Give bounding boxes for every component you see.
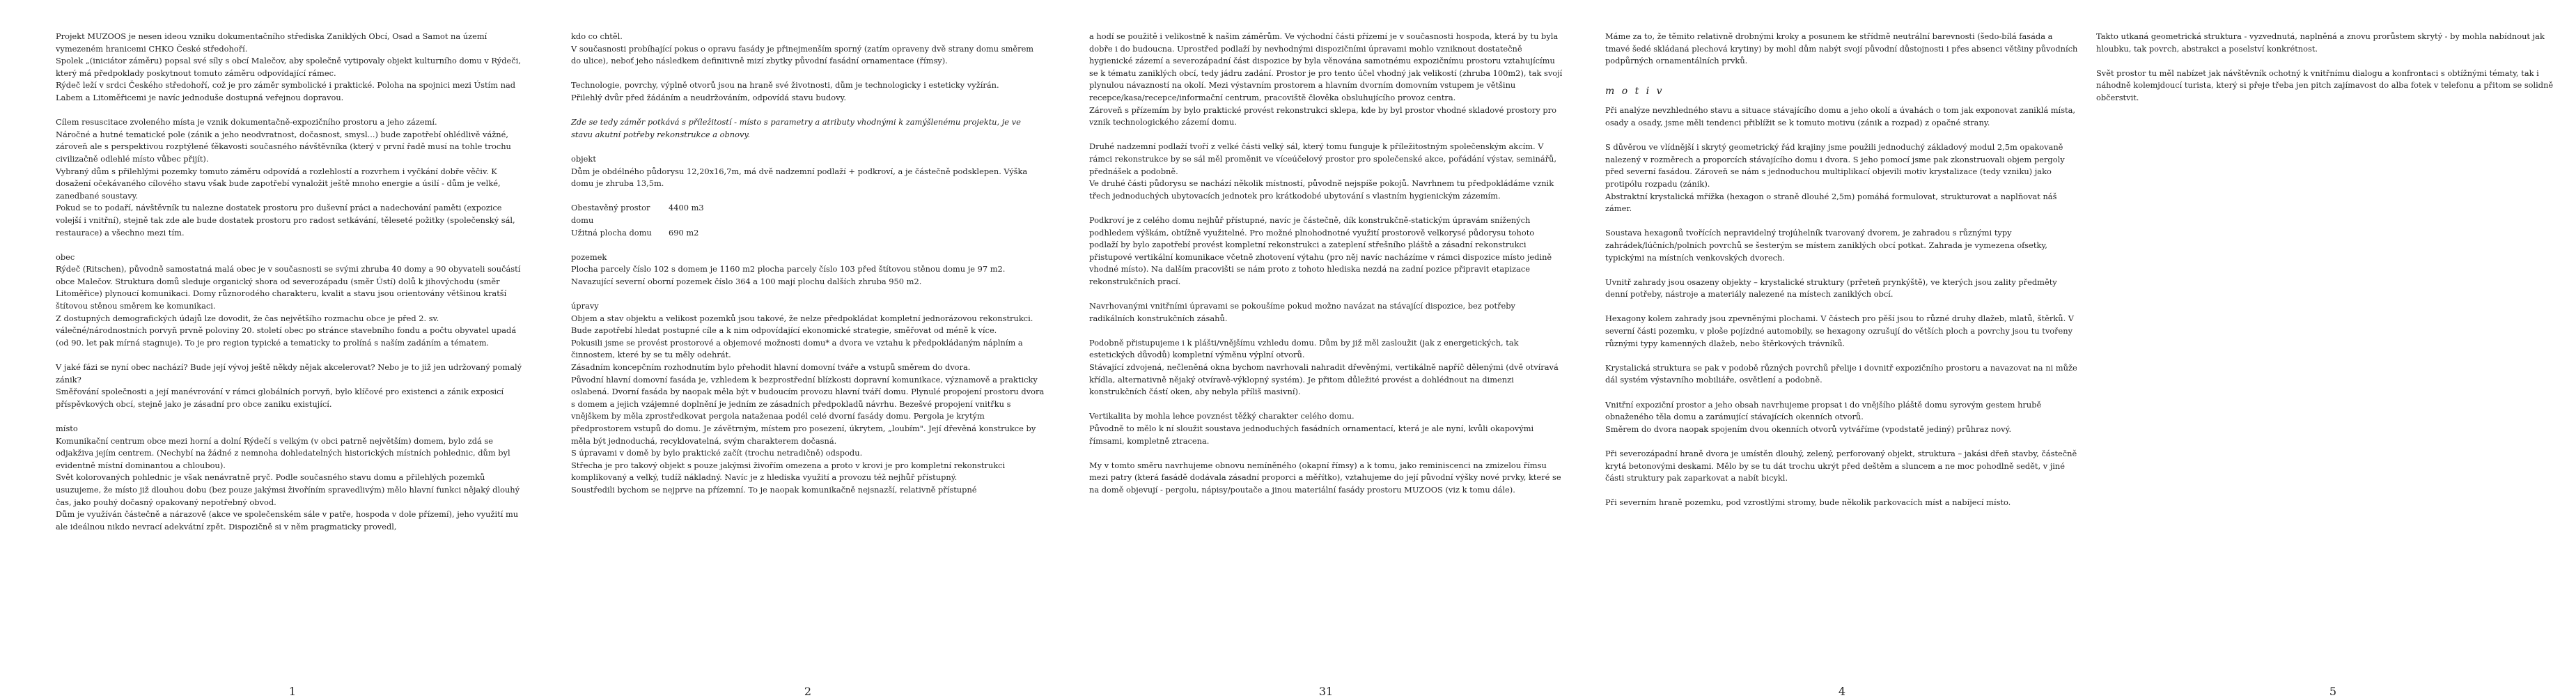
paragraph: My v tomto směru navrhujeme obnovu nemíněného (okapní římsy) a k tomu, jako reminiscenci na zmizelou římsu mezi patry (která fasádě dodávala zásadní proporci a měřítko), vztahujeme do její původní výšky nové prvky, které se na domě objevují - pergolu, nápisy/poutače a jinou materiální fasády prostoru MUZOOS (viz k tomu dále).: [1089, 460, 1561, 495]
paragraph: Krystalická struktura se pak v podobě různých povrchů přelije i dovnitř expozičního prostoru a navazovat na ni může dál systém výstavního mobiliáře, osvětlení a podobně.: [1605, 362, 2077, 385]
section-heading: m o t i v: [1605, 85, 1664, 97]
paragraph: Soustava hexagonů tvořících nepravidelný trojúhelník tvarovaný dvorem, je zahradou s různými typy zahrádek/lúčních/polních povrchů se šesterým se místem zaniklých obcí potkat. Zahrada je vymezena ofsetky, typickými na místních venkovských dvorech.: [1605, 228, 2047, 263]
paragraph: Vertikalita by mohla lehce povznést těžký charakter celého domu. Původně to mělo k ní sloužit soustava jednoduchých fasádních ornamentací, která je ale nyní, kvůli okapovými římsami, kompletně ztracena.: [1089, 411, 1534, 446]
paragraph: místo Komunikační centrum obce mezi horní a dolní Rýdečí s velkým (v obci patrně největším) domem, bylo zdá se odjakživa jejím centrem. (Nechybí na žádné z nemnoha dohledatelných historických místních pohlednic, dům byl evidentně místní dominantou a chloubou). Svět kolorovaných pohlednic je však nenávratně pryč. Podle současného stavu domu a přilehlých pozemků usuzujeme, že místo již dlouhou dobu (bez pouze jakýmsi živoříním spravedlivým) mělo hlavní funkci nějaký dlouhý čas, jako pouhý dočasný opakovaný nepotřebný obvod. Dům je využíván částečně a nárazově (akce ve společenském sále v patře, hospoda v dole přízemí), jeho využití mu ale ideálnou nikdo nevrací adekvátní zpět. Dispozičně si v něm pragmaticky provedl,: [56, 424, 520, 532]
page-3: [1089, 31, 1563, 698]
area-table: [571, 202, 1045, 239]
area-label: Obestavěný prostor domu: [571, 203, 650, 225]
page-4: [1605, 31, 2079, 698]
area-value: 4400 m3: [669, 203, 704, 213]
area-row: [571, 227, 1045, 240]
paragraph: objekt Dům je obdélného půdorysu 12,20x16,7m, má dvě nadzemní podlaží + podkroví, a je částečně podsklepen. Výška domu je zhruba 13,5m.: [571, 153, 1028, 189]
page-number: 5: [2329, 685, 2337, 698]
paragraph: Svět prostor tu měl nabízet jak návštěvník ochotný k vnitřnímu dialogu a konfrontaci s obtížnými tématy, tak i náhodně kolemjdoucí turista, který si přeje třeba jen pitch zajímavost do alba fotek v telefonu a přitom se solidně občerstvit.: [2096, 68, 2554, 102]
paragraph: Navrhovanými vnitřními úpravami se pokoušíme pokud možno navázat na stávající dispozice, bez potřeby radikálních konstrukčních zásahů.: [1089, 301, 1515, 323]
paragraph: Hexagony kolem zahrady jsou zpevněnými plochami. V částech pro pěší jsou to různé druhy dlažeb, mlatů, štěrků. V severní části pozemku, v ploše pojízdné automobily, se hexagony ozrušují do větších ploch a povrchy jsou tu tvořeny různými typy kamenných dlažeb, nebo štěrkových trávníků.: [1605, 313, 2075, 348]
area-row: [571, 202, 1045, 226]
paragraph: Cílem resuscitace zvoleného místa je vznik dokumentačně-expozičního prostoru a jeho zázemí. Náročné a hutné tematické pole (zánik a jeho neodvratnost, dočasnost, smysl...) bude zapotřebí ohlédlivě vážné, zároveň ale s perspektivou rozptýlené ťěkavosti současného návštěvníka (který v první řadě musí na tohle trochu civilizačně odlehlé místo vůbec přijít). Vybraný dům s přilehlými pozemky tomuto záměru odpovídá a rozlehlostí a rozvrhem i vyčkání dobře věčiv. K dosažení očekávaného cílového stavu však bude zapotřebí vynaložit ještě mnoho energie a úsilí - dům je velké, zanedbané soustavy. Pokud se to podaří, návštěvník tu nalezne dostatek prostoru pro duševní práci a nadechování paměti (expozice volejší i vnitřní), stejně tak zde ale bude dostatek prostoru pro radost setkávání, těleseté požitky (společenský sál, restaurace) a všechno mezi tím.: [56, 117, 515, 238]
page-4-text: [1605, 31, 2079, 509]
paragraph: Podkroví je z celého domu nejhůř přístupné, navíc je částečně, dík konstrukčně-statickým úpravám snížených podhledem výškám, obtížně využitelné. Pro možné plnohodnotné využití prostorově velkorysé půdorysu tohoto podlaží by bylo zapotřebí provést kompletní rekonstrukci a zateplení střešního pláště a zásadní rekonstrukci přistupové vertikální komunikace včetně zhotovení výtahu (pro něj navíc nacházíme v rámci dispozice místo jedině vhodné místo). Na dalším pracovišti se nám proto z tohoto hlediska nezdá na zadní pozice připravit etapizace rekonstrukčních prací.: [1089, 215, 1552, 286]
page-number: 4: [1838, 685, 1846, 698]
paragraph: kdo co chtěl. V současnosti probíhající pokus o opravu fasády je přinejmenším sporný (zatím opraveny dvě strany domu směrem do ulice), neboť jeho následkem definitivně mizí zbytky původní fasádní ornamentace (římsy).: [571, 31, 1034, 66]
paragraph: úpravy Objem a stav objektu a velikost pozemků jsou takové, že nelze předpokládat kompletní jednorázovou rekonstrukci. Bude zapotřebí hledat postupné cíle a k nim odpovídající ekonomické strategie, směřovat od méně k více. Pokusili jsme se provést prostorové a objemové možnosti domu* a dvora ve vztahu k předpokládaným náplním a činnostem, které by se tu měly odehrát. Zásadním koncepčním rozhodnutím bylo přehodit hlavní domovní tváře a vstupů směrem do dvora. Původní hlavní domovní fasáda je, vzhledem k bezprostřední blízkosti dopravní komunikace, významově a prakticky oslabená. Dvorní fasáda by naopak měla být v budoucím provozu hlavní tváří domu. Plynulé propojení prostoru dvora s domem a jejich vzájemné doplnění je jedním ze zásadních předpokladů návrhu. Bezešvé propojení vnitřku s vnějškem by měla zprostředkovat pergola nataženaa podél celé dvorní fasády domu. Pergola je krytým předprostorem vstupů do domu. Je závětrným, místem pro posezení, úkrytem, „loubím". Její dřevěná konstrukce by měla být jednoduchá, recyklovatelná, svým charakterem dočasná. S úpravami v domě by bylo praktické začít (trochu netradičně) odspodu. Střecha je pro takový objekt s pouze jakýmsi živořím omezena a proto v krovi je pro kompletní rekonstrukci komplikovaný a velký, tudíž nákladný. Navíc je z hlediska využití a provozu též nejhůř přístupný. Soustředili bychom se nejprve na přízemní. To je naopak komunikačně nejsnazší, relativně přístupné: [571, 301, 1045, 495]
paragraph: Druhé nadzemní podlaží tvoří z velké části velký sál, který tomu funguje k příležitostným společenským akcím. V rámci rekonstrukce by se sál měl proměnit ve víceúčelový prostor pro společenské akce, pořádání výstav, seminářů, přednášek a podobně. Ve druhé části půdorysu se nachází několik místností, původně nejspíše pokojů. Navrhnem tu předpokládáme vznik třech jednoduchých ubytovacích jednotek pro krátkodobé ubytování s vlastním hygienickým zázemím.: [1089, 141, 1557, 201]
page-3-text: [1089, 31, 1563, 497]
area-label: Užitná plocha domu: [571, 227, 652, 238]
page-1-text: [56, 31, 529, 533]
paragraph: Projekt MUZOOS je nesen ideou vzniku dokumentačního střediska Zaniklých Obcí, Osad a Samot na území vymezeném hranicemi CHKO České středohoří. Spolek „(iniciátor záměru) popsal své síly s obcí Malečov, aby společně vytipovaly objekt kulturního domu v Rýdeči, který má předpoklady poskytnout tomuto záměru odpovídající rámec. Rýdeč leží v srdci Českého středohoří, což je pro záměr symbolické i praktické. Poloha na spojnici mezi Ústím nad Labem a Litoměřicemi je navíc jednoduše dostupná veřejnou dopravou.: [56, 31, 521, 102]
page-5: [2096, 31, 2570, 698]
paragraph: Při severozápadní hraně dvora je umístěn dlouhý, zelený, perforovaný objekt, struktura – jakási dřeň stavby, částečně krytá betonovými deskami. Mělo by se tu dát trochu ukrýt před deštěm a sluncem a ne moc pohodlně sedět, v jiné části struktury pak zaparkovat a nabít bicykl.: [1605, 449, 2077, 483]
page-number: 2: [804, 685, 812, 698]
area-value: 690 m2: [669, 227, 699, 238]
paragraph: S důvěrou ve vlídnější i skrytý geometrický řád krajiny jsme použili jednoduchý základový modul 2,5m opakovaně nalezený v rozměrech a proporcích stávajícího domu i dvora. S jeho pomocí jsme pak zkonstruovali objem pergoly před severní fasádou. Zároveň se nám s jednoduchou multiplikací objevili motiv krystalizace (tedy vzniku) jako protipólu rozpadu (zánik). Abstraktní krystalická mřížka (hexagon o straně dlouhé 2,5m) pomáhá formulovat, strukturovat a naplňovat náš zámer.: [1605, 142, 2065, 214]
paragraph: obec Rýdeč (Ritschen), původně samostatná malá obec je v současnosti se svými zhruba 40 domy a 90 obyvateli součástí obce Malečov. Struktura domů sleduje organický shora od severozápadu (směr Ústí) dolů k jihovýchodu (směr Litoměřice) plynoucí komunikaci. Domy různorodého charakteru, kvalit a stavu jsou orientovány většinou kratší štítovou stěnou směrem ke komunikaci. Z dostupných demografických údajů lze dovodit, že čas největšího rozmachu obce je před 2. sv. válečné/národnostních porvyň prvně poloviny 20. století obec po stránce stavebního fondu a počtu obyvatel upadá (od 90. let pak mírná stagnuje). To je pro region typické a tematicky to prolíná s naším zadáním a tématem.: [56, 251, 521, 348]
page-number: 31: [1318, 685, 1334, 698]
paragraph: V jaké fázi se nyní obec nachází? Bude její vývoj ještě někdy nějak akcelerovat? Nebo je to již jen udržovaný pomalý zánik? Směřování společnosti a její manévrování v rámci globálních porvyň, bylo klíčové pro existenci a zánik exposicí příspěvkových obcí, stejně jako je zásadní pro obce zaniku existující.: [56, 362, 522, 409]
page-2: [571, 31, 1045, 698]
paragraph: pozemek Plocha parcely číslo 102 s domem je 1160 m2 plocha parcely číslo 103 před štítovou stěnou domu je 97 m2. Navazující severní oborní pozemek číslo 364 a 100 mají plochu dalších zhruba 950 m2.: [571, 251, 1006, 286]
paragraph: Takto utkaná geometrická struktura - vyzvednutá, naplněná a znovu prorůstem skrytý - by mohla nabídnout jak hloubku, tak povrch, abstrakci a poselství konkrétnost.: [2096, 31, 2545, 54]
paragraph: Máme za to, že těmito relativně drobnými kroky a posunem ke střídmě neutrální barevnosti (šedo-bílá fasáda a tmavé šedé skládaná plechová krytiny) by mohl dům nabýt svojí původní důstojnosti i přes absenci většiny původních podpůrných ornamentálních prvků.: [1605, 31, 2078, 66]
paragraph: Při analýze nevzhledného stavu a situace stávajícího domu a jeho okolí a úvahách o tom jak exponovat zaniklá místa, osady a osady, jsme měli tendenci přiblížit se k tomuto motivu (zánik a rozpad) z opačné strany.: [1605, 105, 2076, 127]
paragraph: Uvnitř zahrady jsou osazeny objekty – krystalické struktury (prřeteň prynkýště), ve kterých jsou zality předměty denní potřeby, nástroje a materiály nalezené na místech zaniklých obcí.: [1605, 277, 2057, 300]
paragraph: a hodí se použitě i velikostně k našim záměrům. Ve východní části přízemí je v současnosti hospoda, která by tu byla dobře i do budoucna. Uprostřed podlaží by nevhodnými dispozičními úpravami mohlo vzniknout dostatečně hygienické zázemí a severozápadní část dispozice by byla věnována samotnému expozičnímu prostoru vztahujícímu se k tématu zaniklých obcí, tedy jádru zadání. Prostor je pro tento účel vhodný jak velikostí (zhruba 100m2), tak svojí plynulou návazností na okolí. Mezi výstavním prostorem a hlavním dvorním domovním vstupem je většinu recepce/kasa/recepce/informační centrum, pracoviště člověka obsluhujícího provoz centra. Zároveň s přízemím by bylo praktické provést rekonstrukci sklepa, kde by byl prostor vhodné skladové prostory pro vznik technologického zázemí domu.: [1089, 31, 1563, 127]
paragraph: Technologie, povrchy, výplně otvorů jsou na hraně své životnosti, dům je technologicky i esteticky vyžírán. Přilehlý dvůr před žádáním a neudržováním, odpovídá stavu budovy.: [571, 80, 999, 102]
paragraph: Podobně přistupujeme i k plášti/vnějšímu vzhledu domu. Dům by již měl zasloužit (jak z energetických, tak estetických důvodů) kompletní výměnu výplní otvorů. Stávající zdvojená, nečleněná okna bychom navrhovali nahradit dřevěnými, vertikálně napříč dělenými (dvě otvíravá křídla, alternativně nějaký otvíravě-výklopný systém). Je přitom důležité provést a dohlédnout na dimenzi konstrukčních částí oken, aby nebyla příliš masivní).: [1089, 337, 1559, 397]
paragraph: Při severním hraně pozemku, pod vzrostlými stromy, bude několik parkovacích míst a nabíjecí místo.: [1605, 497, 2011, 508]
page-5-text: [2096, 31, 2570, 104]
paragraph: Vnitřní expoziční prostor a jeho obsah navrhujeme propsat i do vnějšího pláště domu syrovým gestem hrubě obnaženého těla domu a zarámující stávajících okenních otvorů. Směrem do dvora naopak spojením dvou okenních otvorů vytváříme (vpodstatě jediný) průhraz nový.: [1605, 399, 2042, 434]
page-number: 1: [288, 685, 297, 698]
page-1: [56, 31, 529, 698]
page-2-text: [571, 31, 1045, 497]
paragraph: Zde se tedy záměr potkává s příležitostí - místo s parametry a atributy vhodnými k zamýšlenému projektu, je ve stavu akutní potřeby rekonstrukce a obnovy.: [571, 117, 1021, 139]
